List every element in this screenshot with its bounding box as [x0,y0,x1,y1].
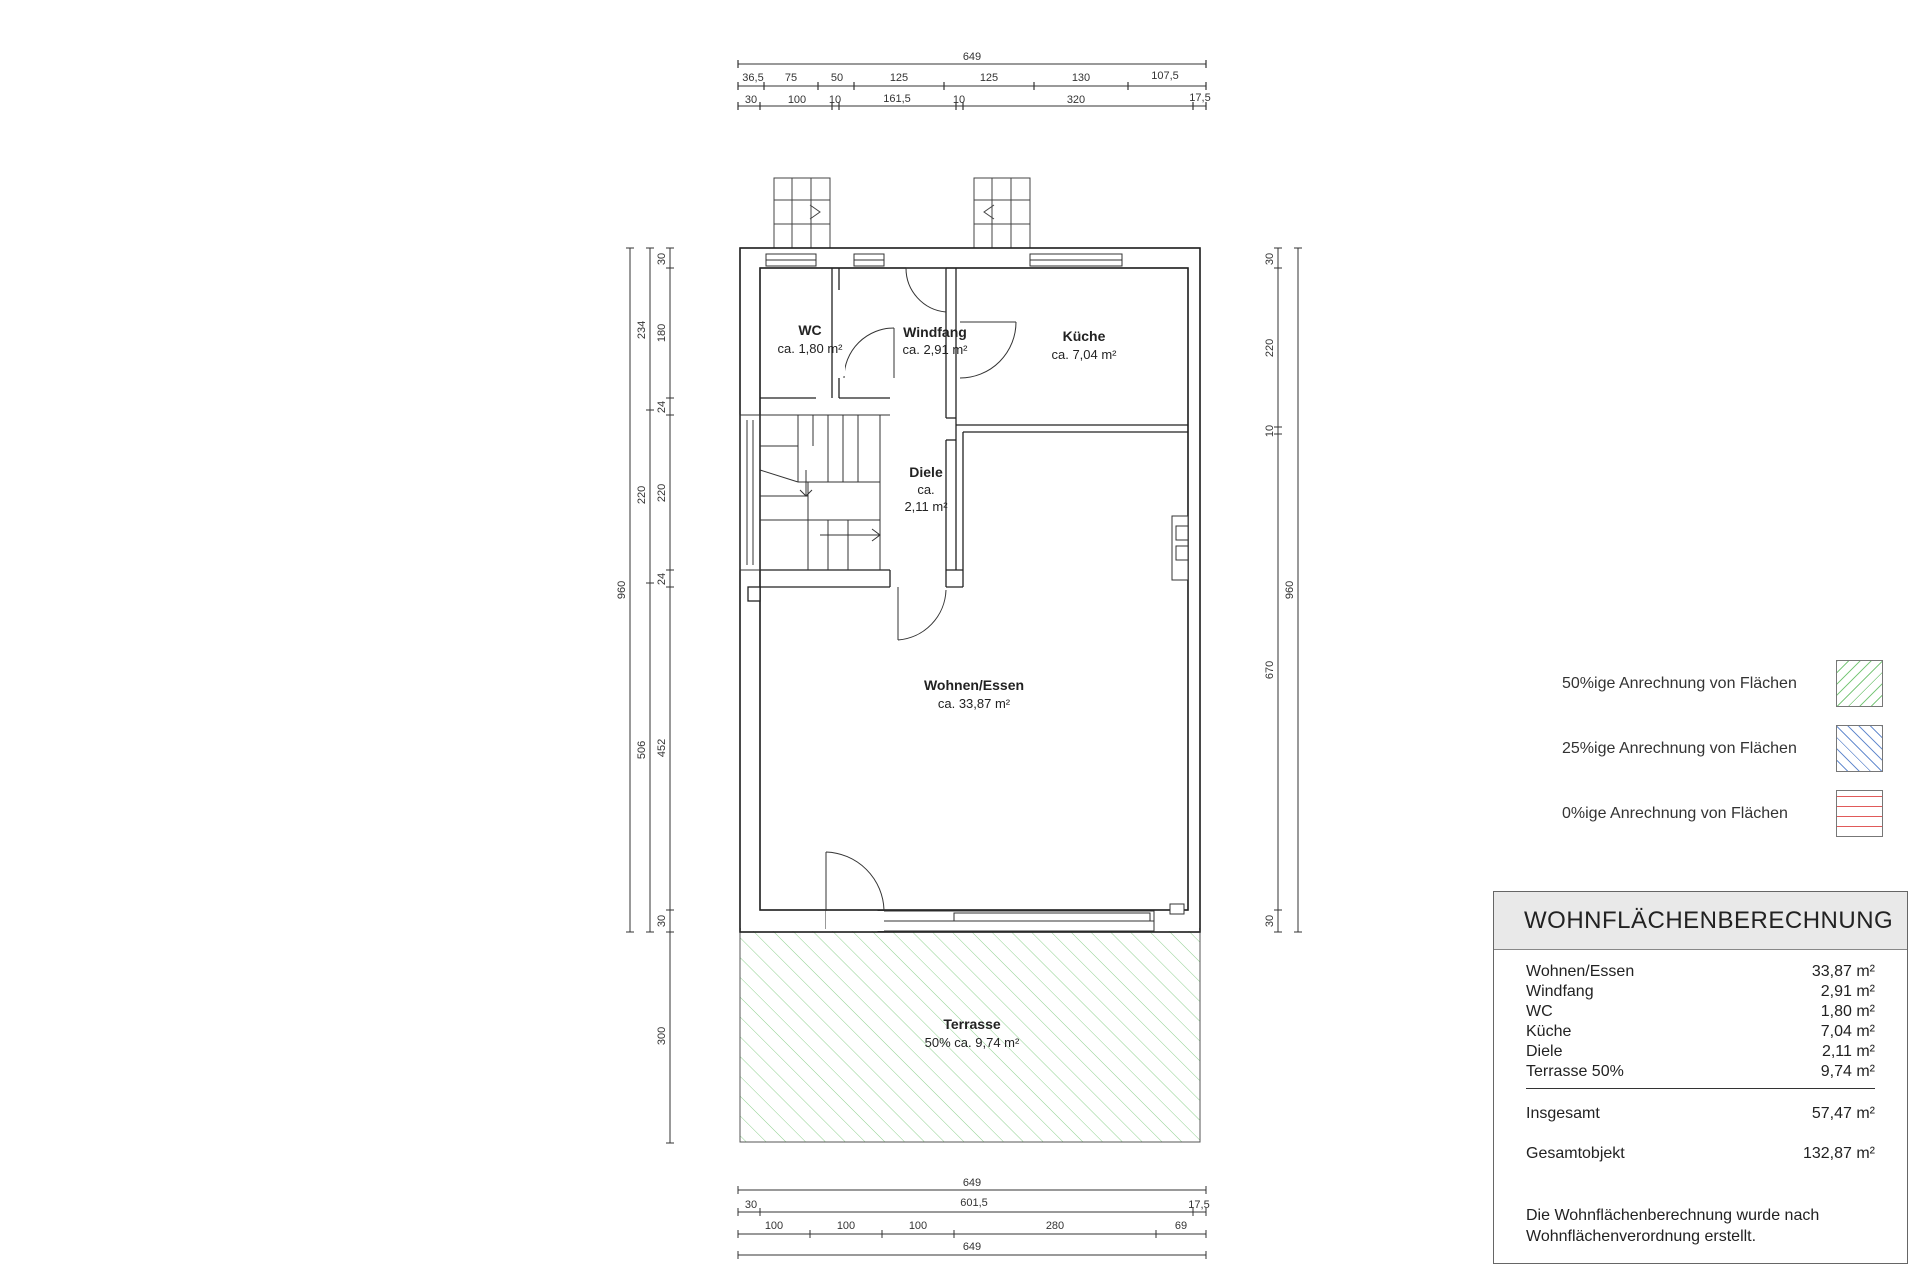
dim-top-r1-1: 75 [784,72,798,84]
dim-right-outer: 960 [1284,580,1296,600]
calc-object-row [1526,1145,1875,1163]
dim-top-r2-5: 320 [1066,94,1086,106]
legend-label-25: 25%ige Anrechnung von Flächen [1562,740,1797,757]
dim-top-r1-5: 130 [1071,72,1091,84]
dim-left-in-5: 452 [656,738,668,758]
dim-left-in-7: 300 [656,1026,668,1046]
dim-left-in-6: 30 [656,914,668,928]
dim-left-in-4: 24 [656,572,668,586]
door-opening-wc [833,292,845,376]
calc-row [1526,1043,1875,1061]
calc-row [1526,1063,1875,1081]
area-calculation-panel [1493,891,1908,1264]
dim-left-in-0: 30 [656,252,668,266]
doors [826,268,1016,929]
room-windfang-area: ca. 2,91 m² [902,342,968,357]
room-windfang-name: Windfang [903,324,967,340]
legend-swatch-25 [1836,725,1883,772]
dim-bottom-r3-2: 100 [908,1220,928,1232]
dim-right-in-2: 10 [1264,424,1276,438]
door-opening-diele [891,571,945,586]
calc-object-value: 132,87 m² [1802,1145,1875,1162]
dim-bottom-r3-1: 100 [836,1220,856,1232]
calc-row-label: Terrasse 50% [1526,1063,1624,1080]
dim-bottom-r3-0: 100 [764,1220,784,1232]
left-dimensions [626,248,674,1143]
calc-row-label: Wohnen/Essen [1526,963,1635,980]
dim-top-r2-1: 100 [787,94,807,106]
dim-top-r2-2: 10 [828,94,842,106]
calc-row-value: 33,87 m² [1811,963,1875,980]
calc-row-label: WC [1526,1003,1553,1020]
room-wohnen-area: ca. 33,87 m² [937,696,1011,711]
dim-bottom-r2-1: 601,5 [960,1197,988,1209]
window-bottom [878,904,1184,931]
calc-row-label: Diele [1526,1043,1563,1060]
top-dim-ticks [738,60,1206,110]
room-wc-area: ca. 1,80 m² [777,341,843,356]
room-wohnen-name: Wohnen/Essen [923,677,1025,693]
calc-row-value: 7,04 m² [1820,1023,1875,1040]
legend-swatch-0 [1836,790,1883,837]
door-opening-terrace [826,911,884,931]
dim-top-r2-3: 161,5 [883,93,911,105]
dim-bottom-r1: 649 [962,1177,982,1189]
dim-left-mid-2: 506 [636,740,648,760]
calc-total-value: 57,47 m² [1811,1105,1875,1122]
dim-top-r2-0: 30 [744,94,758,106]
chimney [1172,516,1188,580]
dim-left-outer: 960 [616,580,628,600]
dim-top-r1-2: 50 [830,72,844,84]
interior-walls [748,268,1188,601]
dim-right-in-4: 30 [1264,914,1276,928]
calc-row [1526,1003,1875,1021]
dim-left-in-2: 24 [656,400,668,414]
dim-top-total: 649 [962,51,982,63]
room-diele-area-1: ca. [917,482,935,497]
legend-swatch-50 [1836,660,1883,707]
dim-bottom-r3-3: 280 [1045,1220,1065,1232]
calc-total-row [1526,1105,1875,1123]
calc-row [1526,963,1875,981]
calculation-note: Die Wohnflächenberechnung wurde nach Wohnflächenverordnung erstellt. [1526,1207,1820,1245]
dim-bottom-r2-2: 17,5 [1188,1199,1210,1211]
dim-right-in-1: 220 [1264,338,1276,358]
dim-bottom-r2-0: 30 [744,1199,758,1211]
room-diele-area-2: 2,11 m² [904,499,948,514]
dim-top-r1-3: 125 [889,72,909,84]
calc-row-value: 2,11 m² [1821,1043,1875,1060]
dim-top-r2-6: 17,5 [1189,92,1211,104]
entrance-steps [774,178,1030,248]
calculation-title: WOHNFLÄCHENBERECHNUNG [1494,892,1907,950]
dim-top-r1-6: 107,5 [1151,70,1179,82]
room-terrasse-name: Terrasse [943,1016,1001,1032]
room-terrasse-area: 50% ca. 9,74 m² [924,1035,1020,1050]
dim-right-in-3: 670 [1264,660,1276,680]
calc-row-value: 2,91 m² [1820,983,1875,1000]
dim-left-mid-1: 220 [636,485,648,505]
dim-left-mid-0: 234 [636,320,648,340]
calc-total-label: Insgesamt [1526,1105,1600,1122]
dim-bottom-r3-4: 69 [1174,1220,1188,1232]
room-wc-name: WC [798,322,822,338]
room-diele-name: Diele [909,464,943,480]
calc-row-value: 1,80 m² [1820,1003,1875,1020]
dim-top-r1-0: 36,5 [742,72,764,84]
room-kueche-name: Küche [1062,328,1106,344]
calc-row-label: Windfang [1526,983,1594,1000]
dim-top-r1-4: 125 [979,72,999,84]
calc-row [1526,1023,1875,1041]
dim-top-r2-4: 10 [952,94,966,106]
calc-row [1526,983,1875,1001]
calc-object-label: Gesamtobjekt [1526,1145,1625,1162]
calc-divider [1526,1088,1875,1089]
room-kueche-area: ca. 7,04 m² [1051,347,1117,362]
dim-right-in-0: 30 [1264,252,1276,266]
staircase [740,415,890,570]
calc-row-label: Küche [1526,1023,1572,1040]
calc-row-value: 9,74 m² [1820,1063,1875,1080]
dim-left-in-1: 180 [656,323,668,343]
dim-bottom-total: 649 [962,1241,982,1253]
legend-label-0: 0%ige Anrechnung von Flächen [1562,805,1788,822]
dim-left-in-3: 220 [656,483,668,503]
legend-label-50: 50%ige Anrechnung von Flächen [1562,675,1797,692]
top-dimensions [738,64,1206,106]
